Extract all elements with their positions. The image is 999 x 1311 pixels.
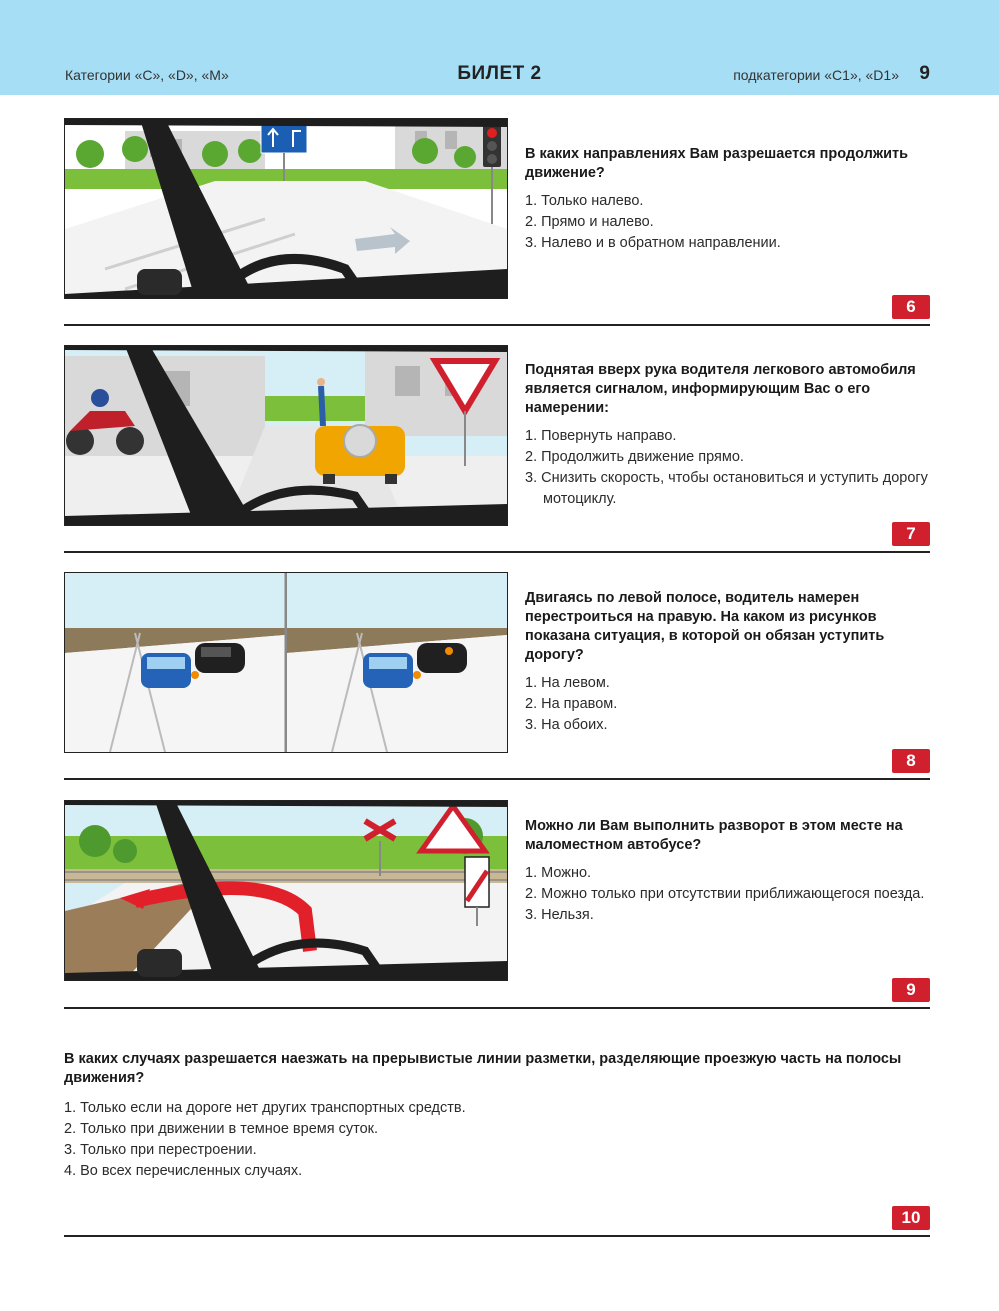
q7-text [525,361,935,510]
q9-question: Можно ли Вам выполнить разворот в этом месте на маломестном автобусе? [525,818,903,853]
q8-option-1[interactable]: 1. На левом. [525,675,610,691]
q10-option-1[interactable]: 1. Только если на дороге нет других транспортных средств. [64,1100,466,1116]
q10-text [64,1050,934,1182]
q8-right-panel [287,573,507,752]
q10-question: В каких случаях разрешается наезжать на прерывистые линии разметки, разделяющие проезжую часть на полосы движения? [64,1051,902,1086]
divider [64,324,930,326]
q7-illustration [64,345,508,526]
q7-number-badge: 7 [892,522,930,546]
q6-option-3[interactable]: 3. Налево и в обратном направлении. [525,235,781,251]
q6-question: В каких направлениях Вам разрешается продолжить движение? [525,146,909,181]
q8-text [525,589,935,736]
q6-option-1[interactable]: 1. Только налево. [525,193,644,209]
header-categories: Категории «C», «D», «M» [65,67,229,83]
q7-option-2[interactable]: 2. Продолжить движение прямо. [525,449,744,465]
q8-option-3[interactable]: 3. На обоих. [525,717,608,733]
q8-question: Двигаясь по левой полосе, водитель намерен перестроиться на правую. На каком из рисунков показана ситуация, в которой он обязан уступить дорогу? [525,590,885,663]
q6-illustration [64,118,508,299]
divider [64,1007,930,1009]
q6-option-2[interactable]: 2. Прямо и налево. [525,214,654,230]
q7-question: Поднятая вверх рука водителя легкового автомобиля является сигналом, информирующим Вас о его намерении: [525,362,916,416]
q7-option-1[interactable]: 1. Повернуть направо. [525,428,677,444]
q6-text [525,145,935,254]
q7-option-3[interactable]: 3. Снизить скорость, чтобы остановиться и уступить дорогу мотоциклу. [525,470,928,507]
q9-option-2[interactable]: 2. Можно только при отсутствии приближающегося поезда. [525,886,925,902]
q10-option-3[interactable]: 3. Только при перестроении. [64,1142,257,1158]
q6-number-badge: 6 [892,295,930,319]
q9-option-1[interactable]: 1. Можно. [525,865,592,881]
q10-option-4[interactable]: 4. Во всех перечисленных случаях. [64,1163,303,1179]
q9-number-badge: 9 [892,978,930,1002]
divider [64,551,930,553]
q8-left-panel [65,573,285,752]
q9-option-3[interactable]: 3. Нельзя. [525,907,594,923]
q9-illustration [64,800,508,981]
ticket-title: БИЛЕТ 2 [457,63,542,84]
divider [64,1235,930,1237]
q8-illustration [64,572,508,753]
q10-option-2[interactable]: 2. Только при движении в темное время суток. [64,1121,379,1137]
divider [64,778,930,780]
q9-text [525,817,935,926]
header-subcategories: подкатегории «C1», «D1» [733,67,899,83]
page-number: 9 [919,63,930,84]
q10-number-badge: 10 [892,1206,930,1230]
q8-option-2[interactable]: 2. На правом. [525,696,618,712]
q8-number-badge: 8 [892,749,930,773]
